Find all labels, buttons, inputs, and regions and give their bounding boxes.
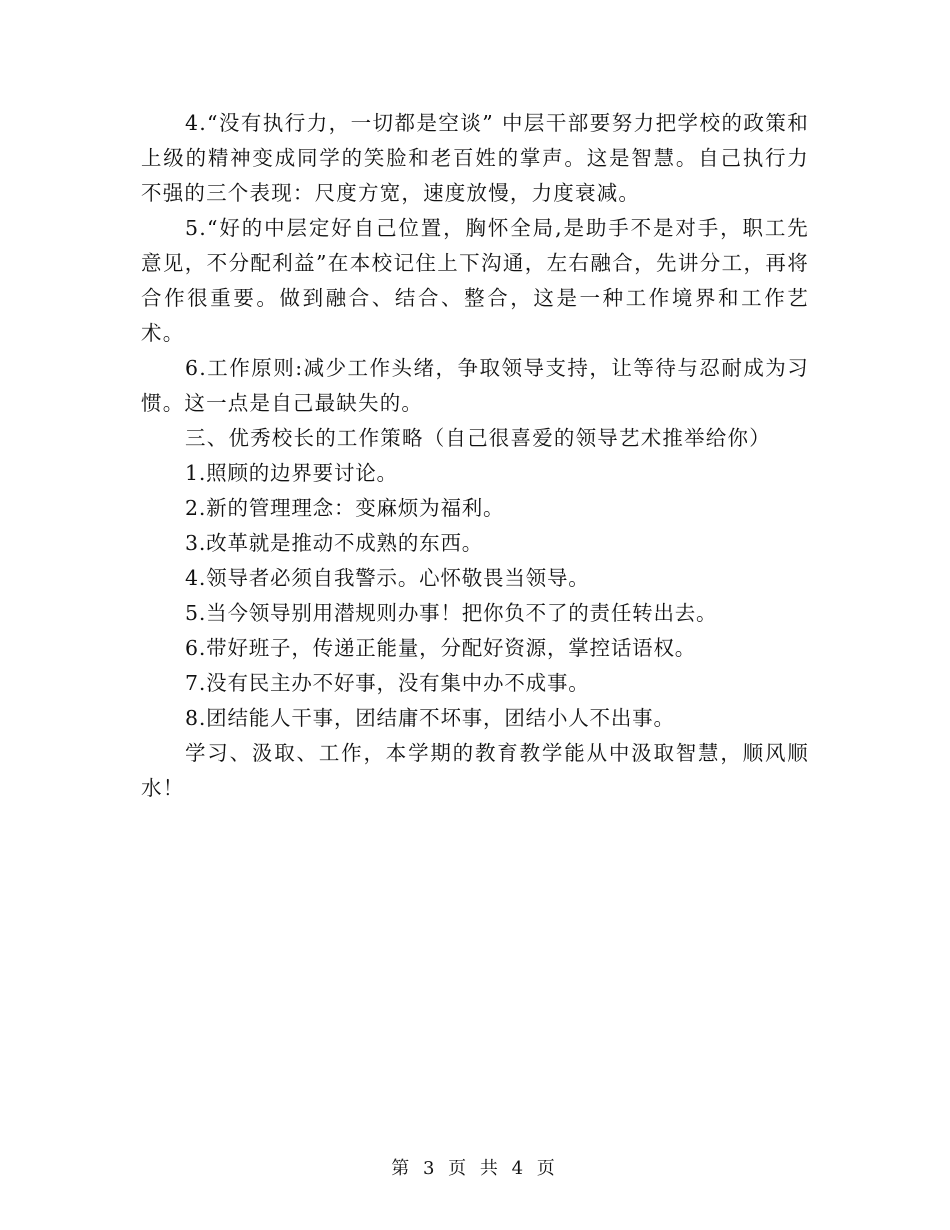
paragraph-execution: 4.“没有执行力，一切都是空谈” 中层干部要努力把学校的政策和上级的精神变成同学的笑脸和老百姓的掌声。这是智慧。自己执行力不强的三个表现：尺度方宽，速度放慢，力度衰减。	[141, 111, 809, 205]
list-item: 8.团结能人干事，团结庸不坏事，团结小人不出事。	[185, 706, 675, 730]
list-item: 4.领导者必须自我警示。心怀敬畏当领导。	[185, 566, 590, 590]
list-item: 2.新的管理理念：变麻烦为福利。	[185, 496, 505, 520]
list-item: 1.照顾的边界要讨论。	[185, 461, 398, 485]
paragraph-conclusion: 学习、汲取、工作，本学期的教育教学能从中汲取智慧，顺风顺水！	[141, 741, 809, 800]
list-item: 6.带好班子，传递正能量，分配好资源，掌控话语权。	[185, 636, 697, 660]
list-item: 5.当今领导别用潜规则办事！把你负不了的责任转出去。	[185, 601, 718, 625]
paragraph-work-principle: 6.工作原则:减少工作头绪，争取领导支持，让等待与忍耐成为习惯。这一点是自己最缺失的。	[141, 356, 809, 415]
document-body	[141, 106, 809, 806]
paragraph-middle-management: 5.“好的中层定好自己位置，胸怀全局,是助手不是对手，职工先意见，不分配利益”在本校记住上下沟通，左右融合，先讲分工，再将合作很重要。做到融合、结合、整合，这是一种工作境界和工作艺术。	[141, 216, 809, 345]
section-heading-strategies: 三、优秀校长的工作策略（自己很喜爱的领导艺术推举给你）	[185, 426, 771, 450]
list-item: 3.改革就是推动不成熟的东西。	[185, 531, 484, 555]
page-number-footer: 第 3 页 共 4 页	[391, 1158, 559, 1179]
list-item: 7.没有民主办不好事，没有集中办不成事。	[185, 671, 590, 695]
